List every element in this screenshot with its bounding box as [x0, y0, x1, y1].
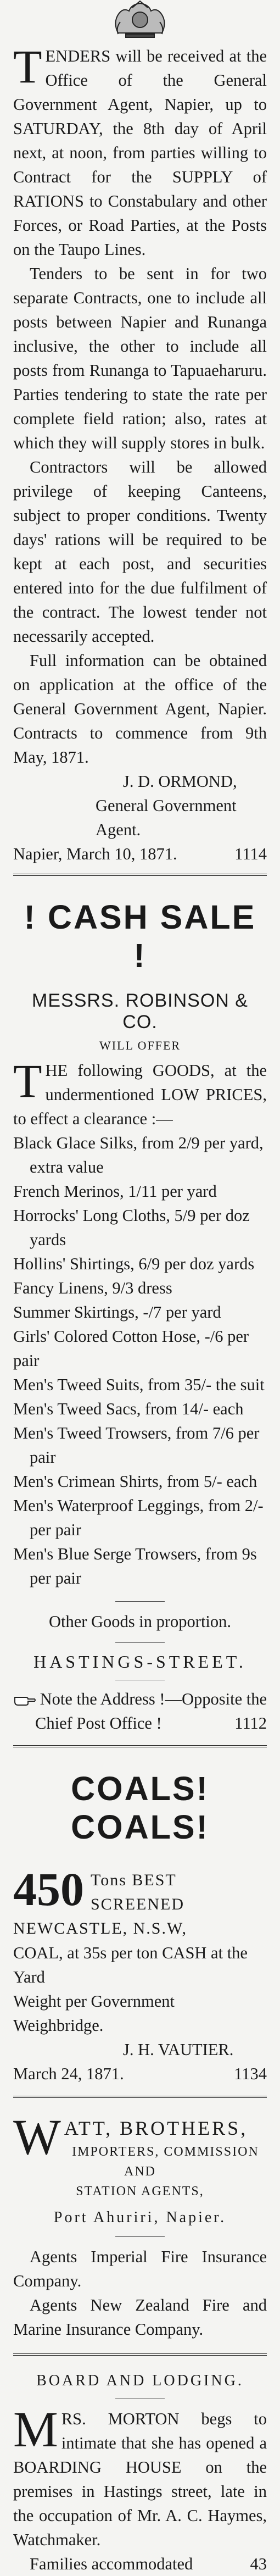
tenders-dropcap: T	[13, 40, 42, 93]
list-item: Men's Waterproof Leggings, from 2/- per pair	[13, 1496, 264, 1539]
board-heading: BOARD AND LODGING.	[36, 2372, 244, 2389]
list-item: Men's Tweed Sacs, from 14/- each	[13, 1400, 244, 1418]
coals-number: 1134	[234, 2064, 267, 2083]
cash-sale-dropcap: T	[13, 1054, 42, 1107]
divider	[115, 1642, 165, 1643]
watt-subtitle-1: IMPORTERS, COMMISSION AND	[72, 2145, 259, 2179]
list-item: Men's Blue Serge Trowsers, from 9s per pair	[13, 1545, 257, 1587]
divider	[13, 2096, 267, 2098]
divider	[13, 1745, 267, 1747]
list-item: Girls' Colored Cotton Hose, -/6 per pair	[13, 1327, 249, 1370]
tenders-paragraph-3: Contractors will be allowed privilege of keeping Canteens, subject to proper conditions. Twenty days' rations will be required to be kept at each post, and securities entered into for the due fulfilment of the contract. The lowest tender not necessarily accepted.	[13, 458, 267, 646]
pointing-hand-icon	[14, 1694, 36, 1707]
board-dropcap: M	[13, 2401, 58, 2457]
cash-sale-number: 1112	[234, 1714, 267, 1733]
tenders-paragraph-2: Tenders to be sent in for two separate Contracts, one to include all posts between Napier and Runanga inclusive, the other to include all posts from Runanga to Tapuaeharuru. Parties tendering to state the rate per complete field ration; also, rates at which they will supply stores in bulk.	[13, 264, 267, 452]
coals-line-2: NEWCASTLE, N.S.W,	[13, 1919, 188, 1937]
watt-name: ATT, BROTHERS,	[64, 2117, 248, 2139]
list-item: Black Glace Silks, from 2/9 per yard, extra value	[13, 1134, 264, 1176]
coals-headline: COALS! COALS!	[71, 1770, 209, 1846]
royal-crest-icon	[107, 0, 173, 41]
board-paragraph-2: Families accommodated	[30, 2555, 193, 2573]
watt-address: Port Ahuriri, Napier.	[53, 2209, 227, 2226]
board-and-lodging-advertisement	[13, 2372, 267, 2576]
tenders-signature: J. D. ORMOND,	[123, 772, 237, 791]
tenders-paragraph-1: ENDERS will be received at the Office of the General Government Agent, Napier, up to SATURDAY, the 8th day of April next, at noon, from parties willing to Contract for the SUPPLY of RATIONS to Constabulary and other Forces, or Road Parties, at the Posts on the Taupo Lines.	[13, 47, 267, 259]
watt-subtitle-2: STATION AGENTS,	[76, 2184, 204, 2199]
coals-signature: J. H. VAUTIER.	[123, 2040, 234, 2059]
list-item: Men's Tweed Suits, from 35/- the suit	[13, 1375, 265, 1394]
list-item: Men's Crimean Shirts, from 5/- each	[13, 1472, 257, 1491]
board-number: 43	[250, 2555, 267, 2573]
coals-quantity: 450	[13, 1863, 84, 1916]
cash-sale-will-offer: WILL OFFER	[99, 1039, 181, 1052]
list-item: Summer Skirtings, -/7 per yard	[13, 1303, 221, 1322]
divider	[13, 2353, 267, 2356]
cash-sale-intro: HE following GOODS, at the undermentioned LOW PRICES, to effect a clearance :—	[13, 1061, 267, 1128]
cash-sale-note-line-1: Note the Address !—Opposite the	[40, 1690, 267, 1708]
list-item: French Merinos, 1/11 per yard	[13, 1182, 217, 1201]
coals-line-3: COAL, at 35s per ton CASH at the Yard	[13, 1944, 248, 1986]
tenders-date: Napier, March 10, 1871.	[13, 845, 177, 863]
cash-sale-other-goods: Other Goods in proportion.	[48, 1612, 232, 1631]
divider	[115, 2236, 165, 2237]
cash-sale-advertisement	[13, 898, 267, 1735]
cash-sale-item-list	[13, 1131, 267, 1590]
divider	[13, 874, 267, 876]
tenders-number: 1114	[234, 845, 267, 863]
list-item: Fancy Linens, 9/3 dress	[13, 1279, 172, 1297]
coals-date: March 24, 1871.	[13, 2064, 124, 2083]
tenders-paragraph-4: Full information can be obtained on application at the office of the General Government Agent, Napier. Contracts to commence from 9th May, 1871.	[13, 651, 267, 767]
tenders-signatory-title: General Government Agent.	[96, 796, 237, 839]
cash-sale-headline: ! CASH SALE !	[24, 898, 256, 974]
watt-paragraph-1: Agents Imperial Fire Insurance Company.	[13, 2247, 267, 2290]
list-item: Horrocks' Long Cloths, 5/9 per doz yards	[13, 1206, 250, 1249]
tenders-advertisement	[13, 40, 267, 866]
board-paragraph-1: RS. MORTON begs to intimate that she has opened a BOARDING HOUSE on the premises in Hastings street, late in the occupation of Mr. A. C. Haymes, Watchmaker.	[13, 2410, 267, 2549]
watt-paragraph-2: Agents New Zealand Fire and Marine Insurance Company.	[13, 2296, 267, 2339]
divider	[115, 1601, 165, 1602]
list-item: Men's Tweed Trowsers, from 7/6 per pair	[13, 1424, 260, 1467]
list-item: Hollins' Shirtings, 6/9 per doz yards	[13, 1254, 255, 1273]
coals-advertisement	[13, 1769, 267, 2086]
watt-brothers-advertisement	[13, 2109, 267, 2341]
cash-sale-note-line-2: Chief Post Office !	[35, 1714, 162, 1733]
cash-sale-firm: MESSRS. ROBINSON & CO.	[32, 990, 248, 1032]
watt-dropcap: W	[13, 2109, 61, 2165]
coals-line-4: Weight per Government Weighbridge.	[13, 1992, 175, 2035]
coals-line-1: Tons BEST SCREENED	[91, 1871, 185, 1913]
cash-sale-street: HASTINGS-STREET.	[33, 1652, 247, 1672]
